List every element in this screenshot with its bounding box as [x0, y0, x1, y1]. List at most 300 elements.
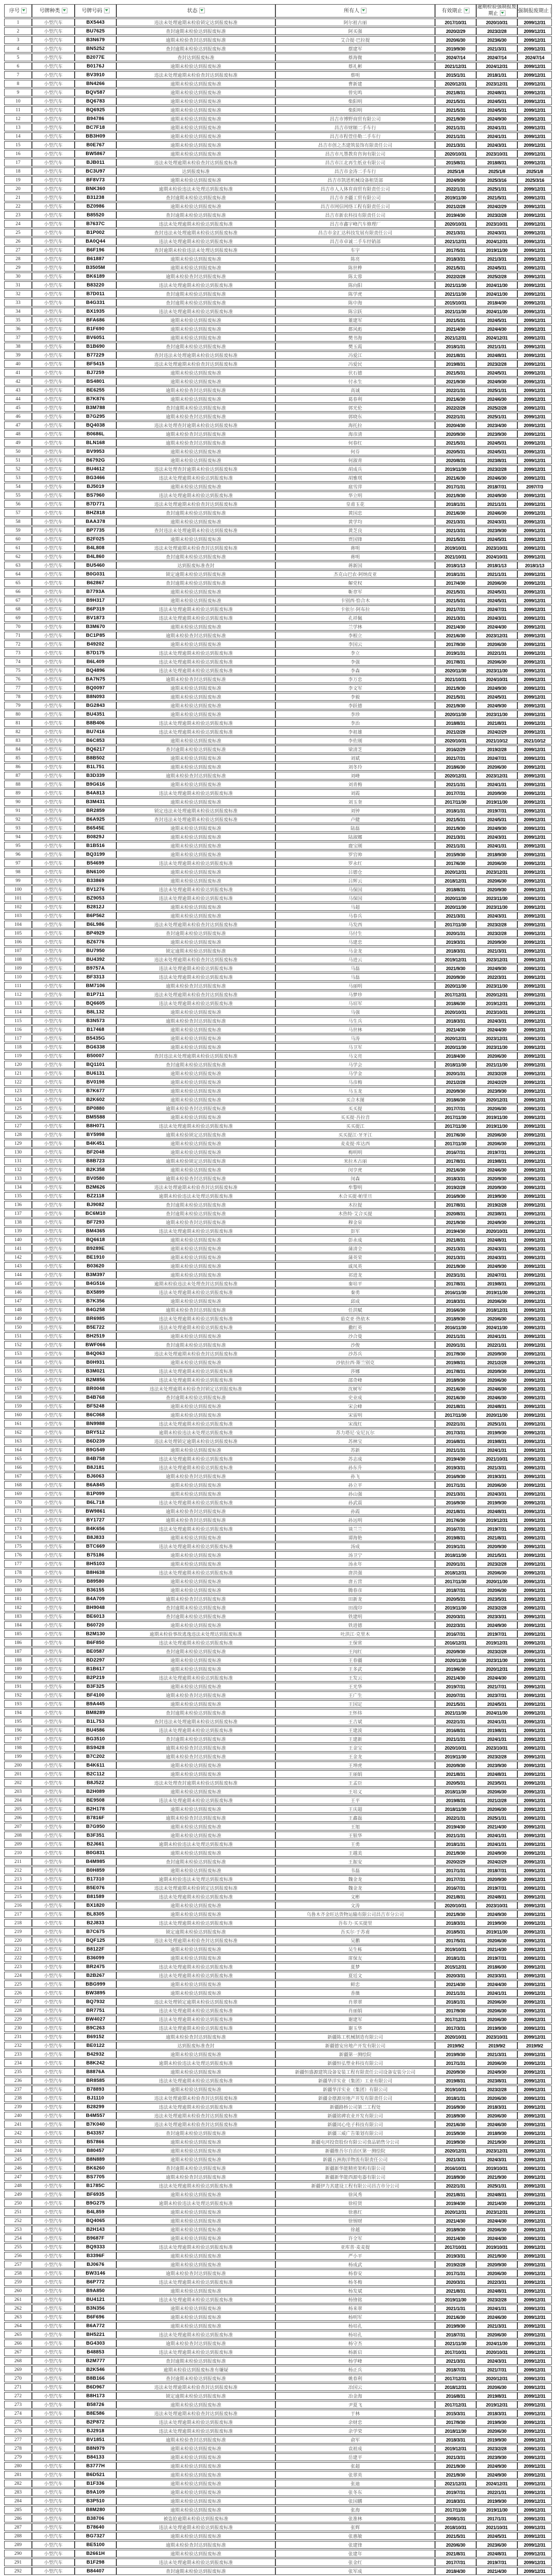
cell-plate-number: B0G031 [75, 570, 116, 578]
cell-plate-type: 小型汽车 [32, 632, 75, 639]
cell-valid-until: 2018/12/31 [435, 877, 476, 885]
cell-serial: 232 [4, 2042, 32, 2049]
cell-valid-until: 2021/5/31 [435, 535, 476, 543]
cell-plate-number: BQ4065 [75, 2217, 116, 2225]
cell-overdue-scrap-until: 2024/4/30 [476, 2234, 517, 2242]
cell-serial: 224 [4, 1972, 32, 1979]
table-row [4, 421, 552, 429]
table-row [4, 1761, 552, 1769]
cell-plate-number: B6A925 [75, 816, 116, 823]
table-row [4, 886, 552, 893]
cell-overdue-scrap-until: 2021/8/31 [476, 1534, 517, 1541]
table-row [4, 1507, 552, 1515]
cell-forced-scrap-date: 2099/12/31 [517, 1262, 552, 1270]
cell-overdue-scrap-until: 2018/3/31 [476, 2103, 517, 2111]
cell-owner: 邵奇峰 [275, 1376, 435, 1384]
table-row [4, 1525, 552, 1533]
cell-overdue-scrap-until: 2018/6/30 [476, 1963, 517, 1971]
cell-owner: 苏新 [275, 1446, 435, 1454]
cell-valid-until: 2016/9/30 [435, 1499, 476, 1506]
cell-forced-scrap-date: 2099/12/31 [517, 369, 552, 377]
cell-overdue-scrap-until: 2020/9/30 [476, 886, 517, 893]
table-row [4, 2427, 552, 2435]
cell-overdue-scrap-until: 2020/9/30 [476, 1175, 517, 1182]
cell-status: 违法未处理逾期未检验达到报废标准 [116, 1893, 275, 1901]
cell-forced-scrap-date: 2099/12/31 [517, 509, 552, 517]
cell-owner: 夏梦 [275, 1963, 435, 1971]
cell-forced-scrap-date: 2099/12/31 [517, 1148, 552, 1156]
cell-plate-number: BN6100 [75, 868, 116, 876]
cell-owner: 新疆新华能西源电器有限公司 [275, 2173, 435, 2181]
cell-owner: 韦磊 [275, 1867, 435, 1874]
cell-overdue-scrap-until: 2024/3/31 [476, 1490, 517, 1498]
cell-valid-until: 2021/9/30 [435, 2462, 476, 2470]
cell-serial: 146 [4, 1289, 32, 1296]
cell-forced-scrap-date: 2099/12/31 [517, 2217, 552, 2225]
cell-plate-type: 小型汽车 [32, 1910, 75, 1918]
cell-forced-scrap-date: 2099/12/31 [517, 1954, 552, 1962]
filter-dropdown-icon[interactable] [550, 8, 552, 13]
cell-forced-scrap-date: 2099/12/31 [517, 1429, 552, 1436]
cell-plate-type: 小型汽车 [32, 719, 75, 727]
filter-dropdown-icon[interactable] [464, 8, 470, 13]
table-row [4, 1683, 552, 1690]
cell-status: 逾期未检验达到报废标准 [116, 737, 275, 744]
filter-dropdown-icon[interactable] [500, 10, 506, 16]
cell-status: 查封逾期未检验达到报废标准 [116, 27, 275, 35]
cell-owner: 张海 [275, 2506, 435, 2514]
cell-owner: 车宇 [275, 246, 435, 254]
cell-serial: 83 [4, 737, 32, 744]
cell-plate-number: B1F298 [75, 2558, 116, 2566]
table-row [4, 1753, 552, 1760]
cell-plate-type: 小型汽车 [32, 1043, 75, 1051]
cell-owner: 夏廷文 [275, 1972, 435, 1979]
cell-plate-type: 小型汽车 [32, 2304, 75, 2312]
cell-valid-until: 2020/11/30 [435, 667, 476, 674]
filter-dropdown-icon[interactable] [199, 8, 205, 13]
cell-forced-scrap-date: 2099/12/31 [517, 2182, 552, 2190]
cell-owner: 文彬 [275, 1893, 435, 1901]
cell-owner: 张国鹏 [275, 2497, 435, 2505]
cell-owner: 魏金龙 [275, 1884, 435, 1892]
table-row [4, 1175, 552, 1182]
cell-forced-scrap-date: 2099/12/31 [517, 2348, 552, 2356]
cell-plate-number: B03620 [75, 1262, 116, 1270]
filter-dropdown-icon[interactable] [21, 8, 27, 13]
cell-overdue-scrap-until: 2020/6/30 [476, 2269, 517, 2277]
cell-overdue-scrap-until: 2024/7/31 [476, 605, 517, 613]
table-row [4, 1805, 552, 1813]
cell-serial: 45 [4, 404, 32, 412]
table-row [4, 395, 552, 403]
table-row [4, 1867, 552, 1874]
cell-overdue-scrap-until: 2025/2/28 [476, 273, 517, 280]
cell-overdue-scrap-until: 2020/6/30 [476, 579, 517, 587]
cell-plate-type: 小型汽车 [32, 1087, 75, 1095]
cell-owner: 王春疆 [275, 1656, 435, 1664]
cell-overdue-scrap-until: 2020/6/30 [476, 1297, 517, 1305]
cell-serial: 67 [4, 597, 32, 604]
cell-serial: 210 [4, 1849, 32, 1857]
cell-plate-number: BY1727 [75, 1516, 116, 1524]
cell-plate-type: 小型汽车 [32, 97, 75, 105]
cell-status: 逾期未检验违法未处理达到报废标准 [116, 2199, 275, 2207]
cell-owner: 唐五营 [275, 1578, 435, 1585]
cell-plate-type: 小型汽车 [32, 1175, 75, 1182]
cell-overdue-scrap-until: 2020/6/30 [476, 2112, 517, 2120]
cell-serial: 63 [4, 562, 32, 569]
cell-serial: 66 [4, 588, 32, 596]
table-row [4, 614, 552, 622]
cell-plate-type: 小型汽车 [32, 1639, 75, 1647]
cell-status: 逾期未检验达到报废标准 [116, 1096, 275, 1104]
cell-valid-until: 2021/3/31 [435, 1253, 476, 1261]
cell-status: 查封逾期未检验达到报废标准 [116, 211, 275, 219]
cell-status: 违法未处理逾期未检验查封达到报废标准 [116, 2410, 275, 2417]
cell-plate-number: B7G295 [75, 413, 116, 420]
cell-plate-type: 小型汽车 [32, 2348, 75, 2356]
cell-plate-type: 小型汽车 [32, 2033, 75, 2041]
cell-overdue-scrap-until: 2024/1/31 [476, 1332, 517, 1340]
cell-forced-scrap-date: 2099/12/31 [517, 1105, 552, 1112]
cell-owner: 杨培孔 [275, 2331, 435, 2338]
cell-plate-type: 小型汽车 [32, 430, 75, 438]
cell-owner: 张超 [275, 2462, 435, 2470]
cell-owner: 孙立平 [275, 1481, 435, 1489]
cell-valid-until: 2021/5/31 [435, 97, 476, 105]
table-row [4, 2129, 552, 2137]
cell-forced-scrap-date: 2099/12/31 [517, 194, 552, 201]
table-row [4, 1105, 552, 1112]
table-row [4, 1113, 552, 1121]
table-row [4, 1201, 552, 1209]
header-overdue-scrap-label: 逾期检验强制报废期止 [477, 5, 516, 16]
cell-status: 违法未处理逾期未检验查封达到报废标准 [116, 921, 275, 928]
cell-plate-number: BQF125 [75, 1937, 116, 1944]
cell-serial: 263 [4, 2313, 32, 2321]
cell-owner: 李跃德 [275, 702, 435, 709]
cell-overdue-scrap-until: 2019/11/30 [476, 1289, 517, 1296]
cell-overdue-scrap-until: 2019/12/31 [476, 2401, 517, 2409]
cell-serial: 139 [4, 1227, 32, 1235]
cell-forced-scrap-date: 2099/12/31 [517, 308, 552, 315]
cell-valid-until: 2021/5/31 [435, 264, 476, 272]
cell-plate-type: 小型汽车 [32, 2506, 75, 2514]
cell-overdue-scrap-until: 2024/6/30 [476, 1394, 517, 1401]
cell-overdue-scrap-until: 2023/7/31 [476, 1691, 517, 1699]
cell-owner: 亚库普·麦麦提 [275, 2243, 435, 2251]
table-row [4, 1823, 552, 1831]
cell-overdue-scrap-until: 2024/5/31 [476, 693, 517, 701]
cell-owner: 伏石德 [275, 369, 435, 377]
cell-owner: 罗官帅 [275, 851, 435, 858]
table-row [4, 2059, 552, 2067]
cell-serial: 288 [4, 2532, 32, 2540]
cell-owner: 张建锋 [275, 2541, 435, 2549]
cell-serial: 26 [4, 238, 32, 245]
cell-forced-scrap-date: 2099/12/31 [517, 2147, 552, 2155]
cell-forced-scrap-date: 2099/12/31 [517, 106, 552, 114]
cell-status: 违法未处理逾期未检验达到报废标准 [116, 281, 275, 289]
cell-owner: 岳建平 [275, 2453, 435, 2461]
cell-owner: 海托拉 [275, 421, 435, 429]
cell-serial: 135 [4, 1192, 32, 1200]
cell-plate-number: BJ2918 [75, 2427, 116, 2435]
cell-forced-scrap-date: 2099/12/31 [517, 1595, 552, 1603]
cell-serial: 254 [4, 2234, 32, 2242]
cell-valid-until: 2022/2/28 [435, 404, 476, 412]
cell-plate-number: BG3466 [75, 474, 116, 482]
cell-plate-number: BU6131 [75, 1070, 116, 1077]
cell-serial: 213 [4, 1875, 32, 1883]
cell-forced-scrap-date: 2099/12/31 [517, 632, 552, 639]
cell-plate-number: B3D339 [75, 772, 116, 779]
cell-plate-type: 小型汽车 [32, 386, 75, 394]
cell-forced-scrap-date: 2099/12/31 [517, 2234, 552, 2242]
cell-plate-type: 小型汽车 [32, 1744, 75, 1752]
cell-forced-scrap-date: 2099/12/31 [517, 1026, 552, 1033]
cell-valid-until: 2020/1/31 [435, 1560, 476, 1568]
table-row [4, 80, 552, 88]
cell-status: 逾期未检验达到报废标准 [116, 316, 275, 324]
cell-plate-type: 小型汽车 [32, 2068, 75, 2076]
cell-plate-type: 小型汽车 [32, 2313, 75, 2321]
cell-status: 违法未处理逾期未检验锁定达到报废标准 [116, 1884, 275, 1892]
cell-serial: 109 [4, 964, 32, 972]
cell-valid-until: 2016/9/30 [435, 1192, 476, 1200]
cell-owner: 刘钟 [275, 807, 435, 815]
cell-valid-until: 2020/1/31 [435, 929, 476, 937]
cell-valid-until: 2018/9/30 [435, 2226, 476, 2233]
cell-plate-type: 小型汽车 [32, 675, 75, 683]
filter-dropdown-icon[interactable] [62, 8, 67, 13]
cell-status: 逾期未检验达到报废标准 [116, 264, 275, 272]
cell-owner: 梅明明 [275, 1148, 435, 1156]
cell-overdue-scrap-until: 2024/5/31 [476, 439, 517, 447]
cell-plate-type: 小型汽车 [32, 2217, 75, 2225]
cell-plate-type: 小型汽车 [32, 351, 75, 359]
cell-status: 查封逾期未检验达到报废标准 [116, 1394, 275, 1401]
cell-plate-type: 小型汽车 [32, 1648, 75, 1655]
cell-forced-scrap-date: 2099/12/31 [517, 1516, 552, 1524]
cell-serial: 29 [4, 264, 32, 272]
cell-serial: 283 [4, 2488, 32, 2496]
cell-plate-number: B6A845 [75, 1481, 116, 1489]
cell-plate-number: BF3313 [75, 973, 116, 981]
cell-status: 逾期未检验达到报废标准 [116, 2471, 275, 2479]
cell-valid-until: 2017/7/31 [435, 1875, 476, 1883]
cell-serial: 167 [4, 1472, 32, 1480]
cell-forced-scrap-date: 2099/12/31 [517, 2462, 552, 2470]
cell-plate-type: 小型汽车 [32, 1753, 75, 1760]
cell-status: 逾期未检验达到报废标准 [116, 1245, 275, 1252]
cell-status: 查封逾期未检验达到报废标准 [116, 2357, 275, 2365]
cell-forced-scrap-date: 2099/12/31 [517, 1963, 552, 1971]
cell-forced-scrap-date: 2099/12/31 [517, 2515, 552, 2522]
cell-serial: 144 [4, 1271, 32, 1279]
cell-status: 逾期未检验锁定达到报废标准 [116, 1131, 275, 1139]
table-row [4, 290, 552, 298]
cell-plate-number: B80457 [75, 2147, 116, 2155]
table-row [4, 1455, 552, 1463]
cell-plate-type: 小型汽车 [32, 1289, 75, 1296]
filter-dropdown-icon[interactable] [361, 8, 367, 13]
cell-forced-scrap-date: 2099/12/31 [517, 1578, 552, 1585]
cell-overdue-scrap-until: 2019/9/30 [476, 2436, 517, 2444]
cell-plate-number: BE0587 [75, 1648, 116, 1655]
cell-overdue-scrap-until: 2025/1/31 [476, 413, 517, 420]
cell-plate-type: 小型汽车 [32, 1788, 75, 1795]
cell-valid-until: 2021/5/31 [435, 369, 476, 377]
cell-forced-scrap-date: 2099/12/31 [517, 658, 552, 666]
table-row [4, 1604, 552, 1612]
cell-status: 逾期未检验达到报废标准 [116, 1700, 275, 1708]
cell-serial: 43 [4, 386, 32, 394]
table-row [4, 404, 552, 412]
cell-serial: 193 [4, 1700, 32, 1708]
table-row [4, 1735, 552, 1743]
cell-forced-scrap-date: 2099/12/31 [517, 115, 552, 123]
cell-plate-type: 小型汽车 [32, 132, 75, 140]
cell-owner: 沙苏兵 [275, 1350, 435, 1358]
cell-overdue-scrap-until: 2023/10/31 [476, 1008, 517, 1016]
cell-valid-until: 2021/8/31 [435, 1770, 476, 1778]
cell-owner: 陈太蓉 [275, 273, 435, 280]
table-row [4, 2558, 552, 2566]
cell-status: 违法未处理逾期未检验达到报废标准 [116, 1543, 275, 1550]
cell-overdue-scrap-until: 2019/11/30 [476, 246, 517, 254]
cell-owner: 李国云 [275, 640, 435, 648]
cell-status: 查封逾期未检验达到报废标准 [116, 2567, 275, 2575]
cell-overdue-scrap-until: 2024/10/31 [476, 675, 517, 683]
cell-plate-type: 小型汽车 [32, 2375, 75, 2382]
cell-valid-until: 2020/11/30 [435, 982, 476, 990]
table-row [4, 124, 552, 131]
cell-valid-until: 2019/11/30 [435, 1753, 476, 1760]
cell-plate-number: B5E722 [75, 1324, 116, 1331]
cell-forced-scrap-date: 2099/12/31 [517, 2103, 552, 2111]
cell-plate-type: 小型汽车 [32, 246, 75, 254]
cell-serial: 252 [4, 2217, 32, 2225]
cell-forced-scrap-date: 2099/12/31 [517, 2366, 552, 2374]
cell-status: 逾期未检验达到报废标准 [116, 1551, 275, 1559]
cell-overdue-scrap-until: 2018/9/30 [476, 851, 517, 858]
cell-serial: 276 [4, 2427, 32, 2435]
table-row [4, 413, 552, 420]
cell-owner: 冶国云 [275, 2383, 435, 2391]
cell-owner: 卡别西·恰合木 [275, 597, 435, 604]
cell-plate-type: 小型汽车 [32, 1621, 75, 1629]
cell-overdue-scrap-until: 2023/12/31 [476, 772, 517, 779]
cell-owner: 李立 [275, 649, 435, 657]
cell-status: 逾期未检验查封达到报废标准 [116, 1105, 275, 1112]
cell-plate-number: BX5899 [75, 1289, 116, 1296]
cell-plate-number: B1B690 [75, 343, 116, 350]
cell-overdue-scrap-until: 2024/8/31 [476, 2287, 517, 2295]
cell-plate-number: B2H178 [75, 1805, 116, 1813]
filter-dropdown-icon[interactable] [104, 8, 110, 13]
cell-serial: 40 [4, 360, 32, 368]
cell-plate-number: B2812J [75, 903, 116, 911]
cell-serial: 123 [4, 1087, 32, 1095]
table-row [4, 202, 552, 210]
cell-overdue-scrap-until: 2023/10/31 [476, 544, 517, 552]
table-row [4, 1096, 552, 1104]
cell-status: 逾期未检验事故逃逸违法未处理达到报废标准 [116, 1630, 275, 1638]
cell-overdue-scrap-until: 2024/8/31 [476, 89, 517, 96]
cell-plate-type: 小型汽车 [32, 1849, 75, 1857]
cell-plate-type: 小型汽车 [32, 36, 75, 44]
cell-owner: 马梦珍 [275, 991, 435, 998]
cell-valid-until: 2016/9/30 [435, 2103, 476, 2111]
cell-plate-type: 小型汽车 [32, 824, 75, 832]
cell-status: 逾期未检验达到报废标准 [116, 1560, 275, 1568]
cell-owner: 新疆三威广告策划有限公司 [275, 2129, 435, 2137]
cell-status: 查封逾期未检验达到报废标准 [116, 45, 275, 53]
cell-owner: 闵森 [275, 1175, 435, 1182]
cell-plate-number: B7K040 [75, 2121, 116, 2128]
cell-status: 违法未处理锁定逾期未检验达到报废标准 [116, 1998, 275, 2006]
cell-valid-until: 2019/6/30 [435, 1665, 476, 1673]
cell-plate-number: B4B758 [75, 1455, 116, 1463]
cell-valid-until: 2017/5/31 [435, 1937, 476, 1944]
cell-plate-number: BU7950 [75, 947, 116, 955]
cell-owner: 新疆五洲海洋物流有限责任公司 [275, 2156, 435, 2163]
cell-forced-scrap-date: 2099/12/31 [517, 71, 552, 79]
cell-plate-type: 小型汽车 [32, 1262, 75, 1270]
cell-forced-scrap-date: 2099/12/31 [517, 211, 552, 219]
cell-serial: 6 [4, 62, 32, 70]
cell-owner: 马金龙 [275, 947, 435, 955]
cell-serial: 181 [4, 1595, 32, 1603]
cell-plate-number: B2M626 [75, 1183, 116, 1191]
cell-owner: 孔祥佩 [275, 614, 435, 622]
cell-owner: 王国定 [275, 1700, 435, 1708]
cell-plate-number: B7637C [75, 220, 116, 228]
cell-valid-until: 2020/6/30 [435, 36, 476, 44]
table-row [4, 1543, 552, 1550]
cell-overdue-scrap-until: 2024/7/31 [476, 1271, 517, 1279]
cell-forced-scrap-date: 2099/12/31 [517, 413, 552, 420]
cell-owner: 杨发斌 [275, 2287, 435, 2295]
cell-serial: 55 [4, 492, 32, 499]
cell-serial: 118 [4, 1043, 32, 1051]
cell-owner: 曹新建 [275, 80, 435, 88]
cell-owner: 汤成 [275, 1543, 435, 1550]
cell-plate-number: B81589 [75, 1893, 116, 1901]
cell-status: 逾期未检验达到报废标准 [116, 903, 275, 911]
cell-valid-until: 2021/1/31 [435, 781, 476, 788]
cell-overdue-scrap-until: 2019/7/31 [476, 1630, 517, 1638]
cell-serial: 25 [4, 229, 32, 236]
cell-plate-number: BP0880 [75, 1105, 116, 1112]
cell-overdue-scrap-until: 2024/2/29 [476, 728, 517, 736]
cell-valid-until: 2021/5/31 [435, 439, 476, 447]
cell-serial: 255 [4, 2243, 32, 2251]
table-row [4, 2410, 552, 2417]
cell-overdue-scrap-until: 2019/9/30 [476, 1192, 517, 1200]
cell-status: 逾期未检验达到报废标准 [116, 623, 275, 631]
cell-overdue-scrap-until: 2023/2/28 [476, 1604, 517, 1612]
cell-forced-scrap-date: 2099/12/31 [517, 124, 552, 131]
cell-valid-until: 2018/9/30 [435, 1376, 476, 1384]
cell-forced-scrap-date: 2099/12/31 [517, 1674, 552, 1682]
cell-plate-type: 小型汽车 [32, 1507, 75, 1515]
cell-valid-until: 2019/4/30 [435, 2199, 476, 2207]
cell-status: 逾期未检验达到报废标准 [116, 842, 275, 850]
cell-owner: 李万忠 [275, 675, 435, 683]
